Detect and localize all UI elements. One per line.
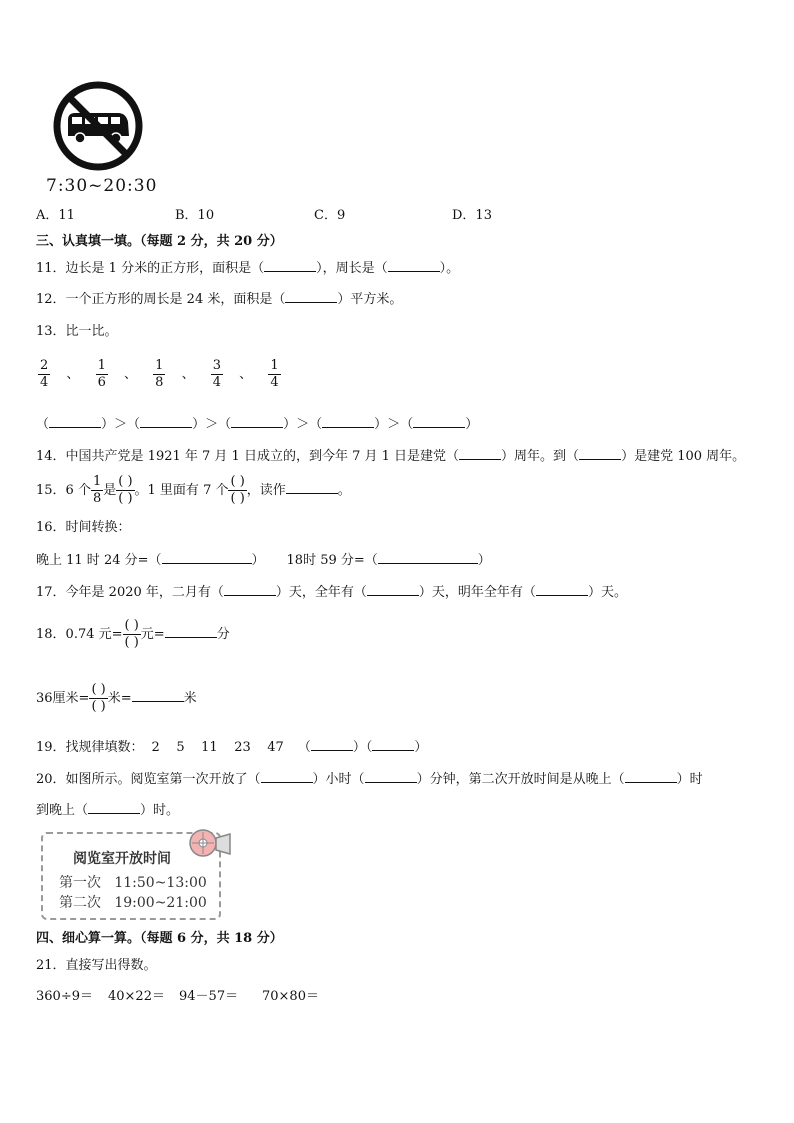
answer-blank[interactable] [311,738,353,751]
answer-blank[interactable] [365,770,417,783]
question-13-fractions: $\frac{2}{4}$ 、 $\frac{1}{6}$ 、 $\frac{1}{8}$ 、 $\frac{3}{4}$ 、 $\frac{1}{4}$ [40,358,279,390]
answer-blank[interactable] [264,259,316,272]
card-title: 阅览室开放时间 [73,851,171,867]
option-b[interactable]: B．10 [175,208,215,223]
question-13-stem: 13．比一比。 [36,324,118,339]
card-row-2: 第二次 19:00~21:00 [59,895,207,911]
question-20-line-1: 20．如图所示。阅览室第一次开放了（ ）小时（ ）分钟，第二次开放时间是从晚上（ ）时 [36,772,703,787]
answer-blank[interactable] [413,415,465,428]
question-20-line-2: 到晚上（ ）时。 [36,803,180,818]
film-reel-icon [186,826,234,862]
question-13-comparison: （ ）＞（ ）＞（ ）＞（ ）＞（ ） [36,417,479,432]
fraction: $\frac{3}{4}$ [212,358,222,390]
answer-blank[interactable] [140,415,192,428]
fraction-blank[interactable]: $\frac{( )}{( )}$ [124,618,139,650]
question-21-item: 40×22＝ [108,989,165,1004]
answer-blank[interactable] [459,447,501,460]
fraction-blank[interactable]: $\frac{( )}{( )}$ [118,474,133,506]
answer-blank[interactable] [88,801,140,814]
question-14: 14．中国共产党是 1921 年 7 月 1 日成立的，到今年 7 月 1 日是建党（ ）周年。到（ ）是建党 100 周年。 [36,449,746,464]
option-c[interactable]: C．9 [314,208,346,223]
question-15: 15．6 个 $\frac{1}{8}$ 是 $\frac{( )}{( )}$ 。1 里面有 7 个 $\frac{( )}{( )}$ ，读作 。 [36,474,351,506]
answer-blank[interactable] [625,770,677,783]
answer-blank[interactable] [261,770,313,783]
sign-time: 7:30~20:30 [46,176,158,196]
answer-blank[interactable] [165,625,217,638]
answer-blank[interactable] [132,689,184,702]
question-18-line-1: 18．0.74 元= $\frac{( )}{( )}$ 元= 分 [36,618,230,650]
answer-blank[interactable] [162,551,252,564]
answer-blank[interactable] [372,738,414,751]
fraction: $\frac{2}{4}$ [40,358,49,390]
section-4-heading: 四、细心算一算。（每题 6 分，共 18 分） [36,931,283,946]
card-row-1: 第一次 11:50~13:00 [59,875,207,891]
answer-blank[interactable] [579,447,621,460]
fraction: $\frac{1}{8}$ [155,358,164,390]
answer-blank[interactable] [231,415,283,428]
question-17: 17．今年是 2020 年，二月有（ ）天，全年有（ ）天，明年全年有（ ）天。 [36,585,627,600]
question-16-stem: 16．时间转换： [36,520,131,535]
question-21-item: 360÷9＝ [36,989,93,1004]
fraction: $\frac{1}{4}$ [270,358,279,390]
fraction-blank[interactable]: $\frac{( )}{( )}$ [91,682,106,714]
question-19: 19．找规律填数： 2 5 11 23 47 （ ）（ ） [36,740,428,755]
fraction: $\frac{1}{8}$ [92,474,102,506]
question-21-item: 94－57＝ [179,989,239,1004]
answer-blank[interactable] [378,551,478,564]
question-16: 晚上 11 时 24 分=（ ） 18时 59 分=（ ） [36,553,491,568]
answer-blank[interactable] [286,481,338,494]
question-21-item: 70×80＝ [262,989,319,1004]
option-d[interactable]: D．13 [452,208,492,223]
answer-blank[interactable] [367,583,419,596]
no-bus-sign-icon [52,80,144,172]
fraction-blank[interactable]: $\frac{( )}{( )}$ [230,474,245,506]
answer-blank[interactable] [536,583,588,596]
section-3-heading: 三、认真填一填。（每题 2 分，共 20 分） [36,234,283,249]
option-a[interactable]: A．11 [36,208,75,223]
answer-blank[interactable] [224,583,276,596]
question-21-stem: 21．直接写出得数。 [36,958,157,973]
answer-blank[interactable] [49,415,101,428]
answer-blank[interactable] [285,290,337,303]
fraction: $\frac{1}{6}$ [97,358,106,390]
answer-blank[interactable] [322,415,374,428]
question-18-line-2: 36厘米= $\frac{( )}{( )}$ 米= 米 [36,682,197,714]
answer-blank[interactable] [388,259,440,272]
question-11: 11．边长是 1 分米的正方形，面积是（ ），周长是（ ）。 [36,261,460,276]
question-12: 12．一个正方形的周长是 24 米，面积是（ ）平方米。 [36,292,403,307]
